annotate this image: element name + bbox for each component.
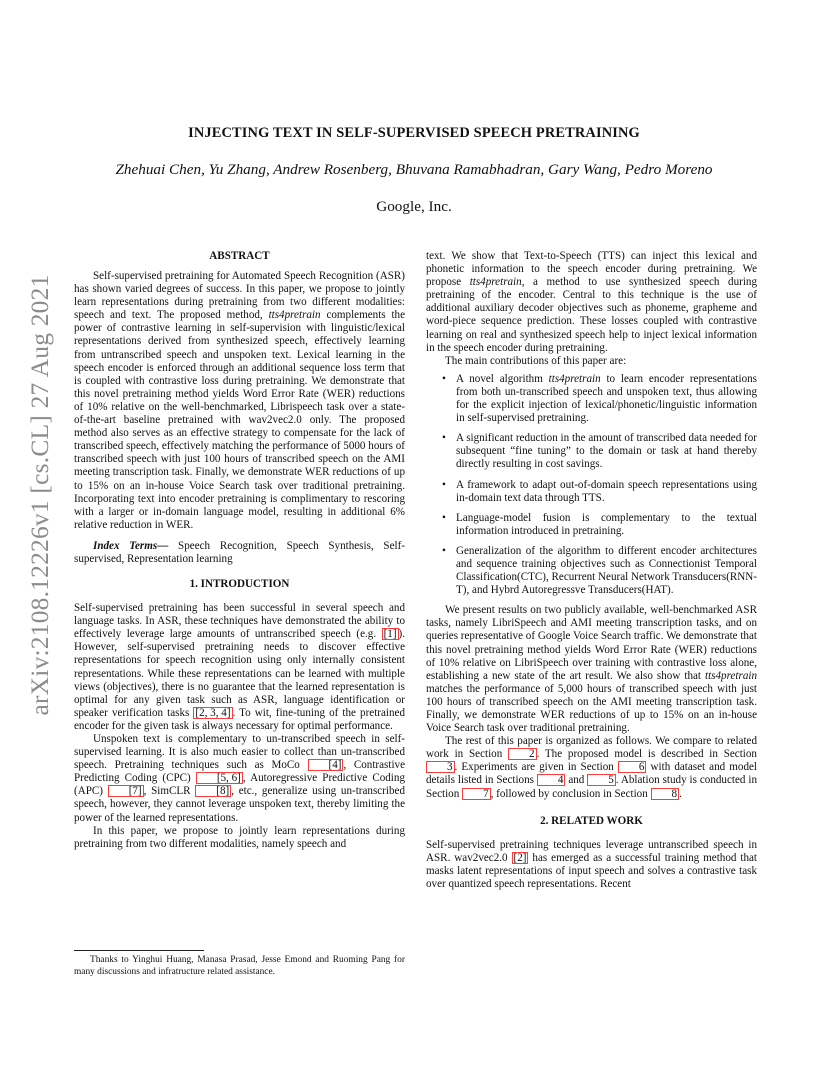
method-name: tts4pretrain <box>268 309 321 322</box>
method-name: tts4pretrain <box>548 372 601 385</box>
method-name: tts4pretrain <box>469 276 522 289</box>
intro-paragraph-1: Self-supervised pretraining has been successful in several speech and language tasks. In ASR, these techniques have demonstrated the ability to effectively leverage large amounts of untranscribed speech (e.g. [1] ). However, self-supervised pretraining needs to discover effective representations for speech recognition using only internally consistent representations. While these representations can be learned with multiple views (objectives), there is no guarantee that the learned representation is optimal for any given task such as ASR, language identification or speaker verification tasks [2, 3, 4] . To wit, fine-tuning of the pretrained encoder for the given task is always necessary for optimal performance. <box>74 602 406 732</box>
citation-link[interactable]: [5, 6] <box>196 772 243 784</box>
intro-paragraph-2: Unspoken text is complementary to un-transcribed speech in self-supervised learning. It is also much easier to collect than un-transcribed speech. Pretraining techniques such as MoCo [4] , Contrastive Predicting Coding (CPC) [5, 6] , Autoregressive Predictive Coding (APC) [7] , SimCLR [8] , etc., generalize using un-transcribed speech, however, they cannot leverage unspoken text, thereby limiting the power of the learned representations. <box>74 733 406 824</box>
footnote-divider <box>74 950 204 951</box>
section-link[interactable]: 7 <box>462 788 491 800</box>
section-link[interactable]: 3 <box>426 761 455 773</box>
section-link[interactable]: 6 <box>618 761 647 773</box>
contributions-intro: The main contributions of this paper are: <box>445 354 627 367</box>
organization-paragraph: The rest of this paper is organized as follows. We compare to related work in Section 2 . The proposed model is described in Section 3 . Experiments are given in Section 6 with dataset and model details listed in Sections 4 and 5 . Ablation study is conducted in Section 7 , followed by conclusion in Section 8 . <box>426 735 757 800</box>
right-column <box>426 250 757 891</box>
abstract-heading: ABSTRACT <box>209 250 270 262</box>
section-link[interactable]: 8 <box>651 788 680 800</box>
list-item: • Generalization of the algorithm to different encoder architectures and sequence training objectives such as Connectionist Temporal Classification(CTC), Recurrent Neural Network Transducers(RNN-T), and Hybrd Autoregressve Transducers(HAT). <box>442 544 758 597</box>
method-name: tts4pretrain <box>705 669 757 682</box>
arxiv-side-stamp <box>19 274 61 716</box>
bullet-icon: • <box>442 478 446 491</box>
arxiv-id-text: arXiv:2108.12226v1 [cs.CL] 27 Aug 2021 <box>25 274 54 716</box>
citation-link[interactable]: [2, 3, 4] <box>195 706 231 719</box>
list-item: • Language-model fusion is complementary to the textual information introduced in pretraining. <box>442 511 757 537</box>
contributions-list <box>426 373 757 597</box>
bullet-icon: • <box>442 432 446 445</box>
author-list: Zhehuai Chen, Yu Zhang, Andrew Rosenberg, Bhuvana Ramabhadran, Gary Wang, Pedro Moreno <box>115 161 713 178</box>
left-column <box>74 250 405 851</box>
abstract-body: Self-supervised pretraining for Automated Speech Recognition (ASR) has shown varied degrees of success. In this paper, we propose to jointly learn representations during pretraining from two different modalities: speech and text. The proposed method, tts4pretrain complements the power of contrastive learning in self-supervision with linguistic/lexical representations derived from synthesized speech, effectively learning from untranscribed speech and unspoken text. Lexical learning in the speech encoder is enforced through an additional sequence loss term that is coupled with contrastive loss during pretraining. We demonstrate that this novel pretraining method yields Word Error Rate (WER) reductions of 10% relative on the well-benchmarked, Librispeech task over a state-of-the-art baseline pretrained with wav2vec2.0 only. The proposed method also serves as an effective strategy to compensate for the lack of transcribed speech, effectively matching the performance of 5000 hours of transcribed speech with just 100 hours of transcribed speech on the AMI meeting transcription task. Finally, we demonstrate WER reductions of up to 15% on an in-house Voice Search task over traditional pretraining. Incorporating text into encoder pretraining is complimentary to rescoring with a larger or in-domain language model, resulting in additional 6% relative reduction in WER. <box>74 270 406 531</box>
list-item: • A framework to adapt out-of-domain speech representations using in-domain text data through TTS. <box>442 478 757 504</box>
section-link[interactable]: 5 <box>587 774 616 786</box>
related-work-heading: 2. RELATED WORK <box>540 814 643 827</box>
intro-paragraph-3: In this paper, we propose to jointly learn representations during pretraining from two different modalities, namely speech and <box>74 824 405 850</box>
bullet-icon: • <box>442 372 446 385</box>
index-terms-label: Index Terms— <box>93 539 169 552</box>
intro-paragraph-4: text. We show that Text-to-Speech (TTS) can inject this lexical and phonetic information to the speech encoder during pretraining. We propose tts4pretrain, a method to use synthesized speech during pretraining of the encoder. Central to this technique is the use of additional auxiliary decoder objectives such as phoneme, grapheme and word-piece sequence prediction. These losses coupled with contrastive learning on real and synthesized speech help to inject lexical information in the speech encoder during pretraining. <box>426 250 757 354</box>
citation-link[interactable]: [2] <box>513 851 527 864</box>
footnote: Thanks to Yinghui Huang, Manasa Prasad, Jesse Emond and Ruoming Pang for many discussions and infratructure related assistance. <box>74 955 405 977</box>
list-item: • A novel algorithm tts4pretrain to learn encoder representations from both un-transcribed speech and unspoken text, thus allowing for the explicit injection of lexical/phonetic/linguistic information in self-supervised pretraining. <box>442 372 757 425</box>
results-paragraph: We present results on two publicly available, well-benchmarked ASR tasks, namely LibriSpeech and AMI meeting transcription tasks, and on queries representative of Google Voice Search traffic. We demonstrate that this novel pretraining method yields Word Error Rate (WER) reductions of 10% relative on LibriSpeech over training with contrastive loss alone, establishing a new state of the art result. We also show that tts4pretrain matches the performance of 5,000 hours of transcribed speech with just 100 hours of transcribed speech on the AMI meeting transcription task. Finally, we demonstrate WER reductions of up to 15% on an in-house Voice Search task over traditional pretraining. <box>426 604 757 735</box>
index-terms: Index Terms— Speech Recognition, Speech Synthesis, Self-supervised, Representation learning <box>74 539 405 565</box>
introduction-heading: 1. INTRODUCTION <box>189 578 290 591</box>
citation-link[interactable]: [1] <box>383 628 397 641</box>
bullet-icon: • <box>442 544 446 557</box>
section-link[interactable]: 4 <box>537 774 566 786</box>
citation-link[interactable]: [8] <box>195 785 231 797</box>
section-link[interactable]: 2 <box>508 748 537 760</box>
citation-link[interactable]: [4] <box>308 759 344 771</box>
paper-title: INJECTING TEXT IN SELF-SUPERVISED SPEECH PRETRAINING <box>188 125 640 141</box>
affiliation: Google, Inc. <box>376 198 452 215</box>
citation-link[interactable]: [7] <box>108 785 144 797</box>
bullet-icon: • <box>442 511 446 524</box>
list-item: • A significant reduction in the amount of transcribed data needed for subsequent “fine tuning” to the domain or task at hand thereby directly resulting in cost savings. <box>442 432 757 471</box>
related-work-paragraph: Self-supervised pretraining techniques leverage untranscribed speech in ASR. wav2vec2.0 [2] has emerged as a successful training method that masks latent representations of input speech and solves a contrastive task over quantized speech representations. Recent <box>426 838 757 890</box>
